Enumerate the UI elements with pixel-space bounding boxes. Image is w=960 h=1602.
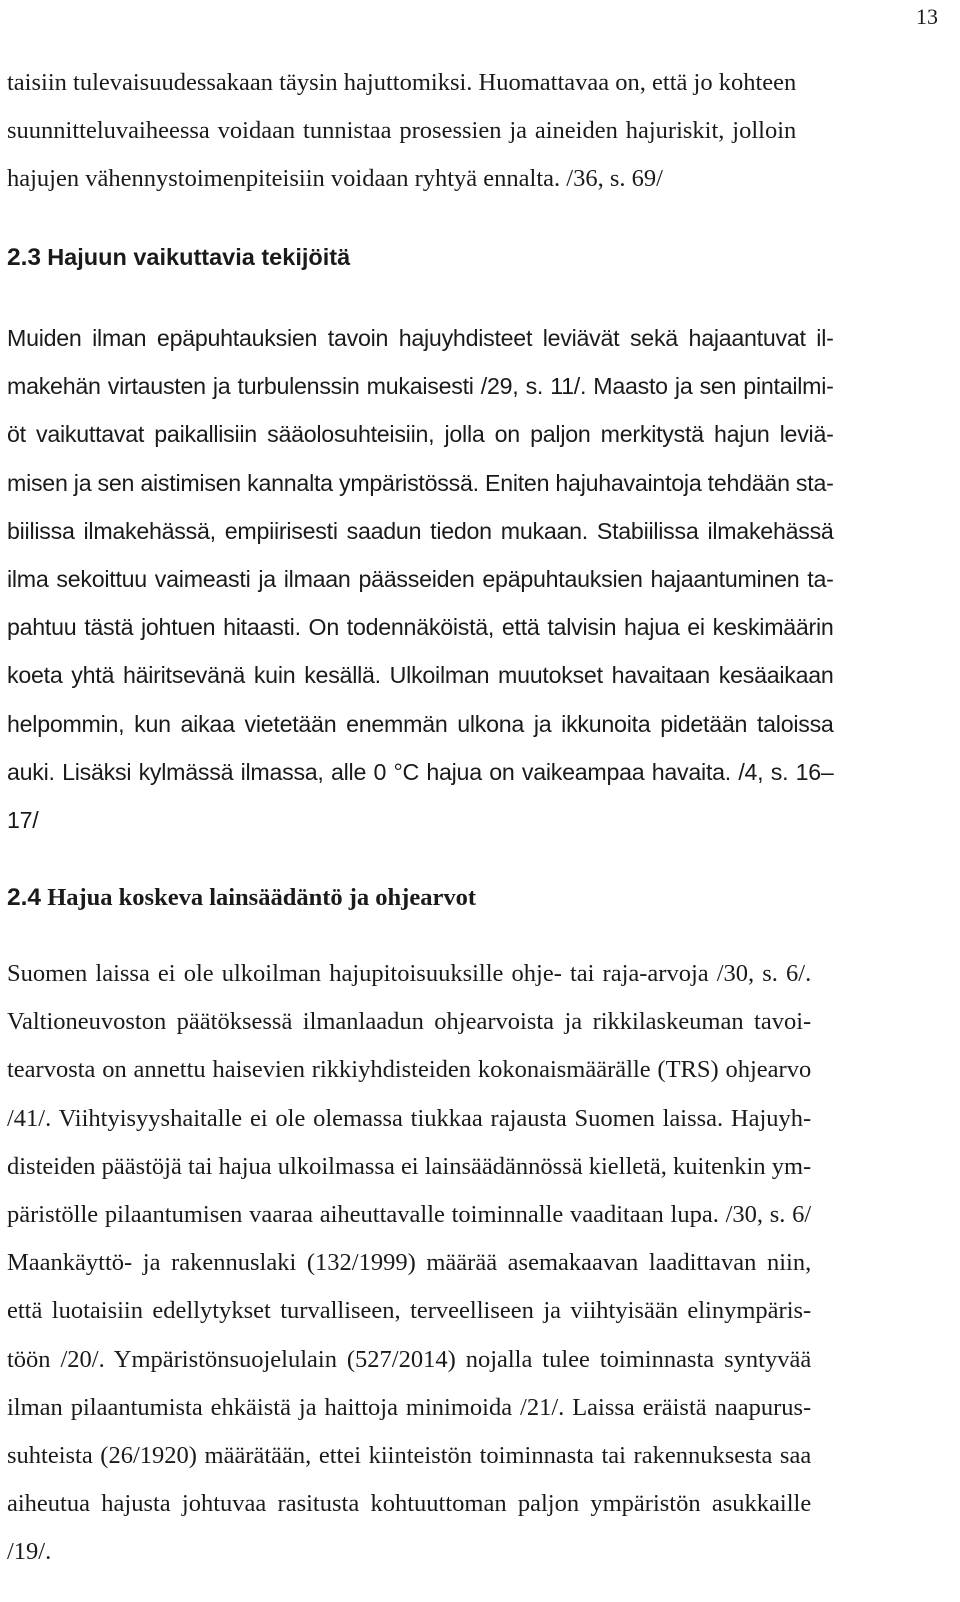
section-heading-2-4 <box>7 883 476 913</box>
text-line: suhteista (26/1920) määrätään, ettei kiinteistön toiminnasta tai rakennuksesta saa <box>7 1442 812 1470</box>
text-line: 17/ <box>7 807 39 834</box>
text-line: Muiden ilman epäpuhtauksien tavoin hajuyhdisteet leviävät sekä hajaantuvat il- <box>7 325 834 351</box>
text-line: ilma sekoittuu vaimeasti ja ilmaan päässeiden epäpuhtauksien hajaantuminen ta- <box>7 566 834 593</box>
section-number: 2.3 <box>7 244 42 271</box>
text-line: Valtioneuvoston päätöksessä ilmanlaadun ohjearvoista ja rikkilaskeuman tavoi- <box>7 1008 812 1036</box>
text-line: auki. Lisäksi kylmässä ilmassa, alle 0 °C hajua on vaikeampaa havaita. /4, s. 16– <box>7 758 834 785</box>
text-line: Maankäyttö- ja rakennuslaki (132/1999) määrää asemakaavan laadittavan niin, <box>7 1249 812 1277</box>
text-line: disteiden päästöjä tai hajua ulkoilmassa ei lainsäädännössä kielletä, kuitenkin ym- <box>7 1152 812 1180</box>
text-line: koeta yhtä häiritsevänä kuin kesällä. Ulkoilman muutokset havaitaan kesäaikaan <box>7 662 834 689</box>
text-line: suunnitteluvaiheessa voidaan tunnistaa prosessien ja aineiden hajuriskit, jolloin <box>7 117 797 145</box>
section-title: Hajuun vaikuttavia tekijöitä <box>47 244 351 270</box>
text-line: /41/. Viihtyisyyshaitalle ei ole olemassa tiukkaa rajausta Suomen laissa. Hajuyh- <box>7 1104 812 1132</box>
text-line: töön /20/. Ympäristönsuojelulain (527/2014) nojalla tulee toiminnasta syntyvää <box>7 1345 812 1373</box>
text-line: misen ja sen aistimisen kannalta ympäristössä. Eniten hajuhavaintoja tehdään sta- <box>7 469 834 496</box>
text-line: makehän virtausten ja turbulenssin mukaisesti /29, s. 11/. Maasto ja sen pintailmi- <box>7 373 834 400</box>
text-line: ilman pilaantumista ehkäistä ja haittoja minimoida /21/. Laissa eräistä naapurus- <box>7 1393 812 1421</box>
text-line: /19/. <box>7 1538 52 1566</box>
section-2-4-paragraph <box>7 950 811 1577</box>
text-line: päristölle pilaantumisen vaaraa aiheuttavalle toiminnalle vaaditaan lupa. /30, s. 6/ <box>7 1201 812 1229</box>
section-heading-2-3 <box>7 242 350 273</box>
section-title: Hajua koskeva lainsäädäntö ja ohjearvot <box>47 884 476 911</box>
section-number: 2.4 <box>7 884 42 911</box>
text-line: helpommin, kun aikaa vietetään enemmän ulkona ja ikkunoita pidetään taloissa <box>7 710 834 737</box>
text-line: biilissa ilmakehässä, empiirisesti saadun tiedon mukaan. Stabiilissa ilmakehässä <box>7 517 834 544</box>
text-line: tearvosta on annettu haisevien rikkiyhdisteiden kokonaismäärälle (TRS) ohjearvo <box>7 1056 812 1084</box>
text-line: että luotaisiin edellytykset turvalliseen, terveelliseen ja viihtyisään elinympäris- <box>7 1297 812 1325</box>
section-2-3-paragraph <box>7 314 834 844</box>
text-line: aiheutua hajusta johtuvaa rasitusta kohtuuttoman paljon ympäristön asukkaille <box>7 1490 812 1518</box>
text-line: taisiin tulevaisuudessakaan täysin hajuttomiksi. Huomattavaa on, että jo kohteen <box>7 69 797 96</box>
text-line: öt vaikuttavat paikallisiin sääolosuhteisiin, jolla on paljon merkitystä hajun leviä- <box>7 421 834 448</box>
text-line: hajujen vähennystoimenpiteisiin voidaan ryhtyä ennalta. /36, s. 69/ <box>7 165 663 193</box>
intro-paragraph <box>7 59 796 204</box>
text-line: Suomen laissa ei ole ulkoilman hajupitoisuuksille ohje- tai raja-arvoja /30, s. 6/. <box>7 960 812 987</box>
page-number: 13 <box>916 4 938 29</box>
text-line: pahtuu tästä johtuen hitaasti. On todennäköistä, että talvisin hajua ei keskimäärin <box>7 614 834 641</box>
